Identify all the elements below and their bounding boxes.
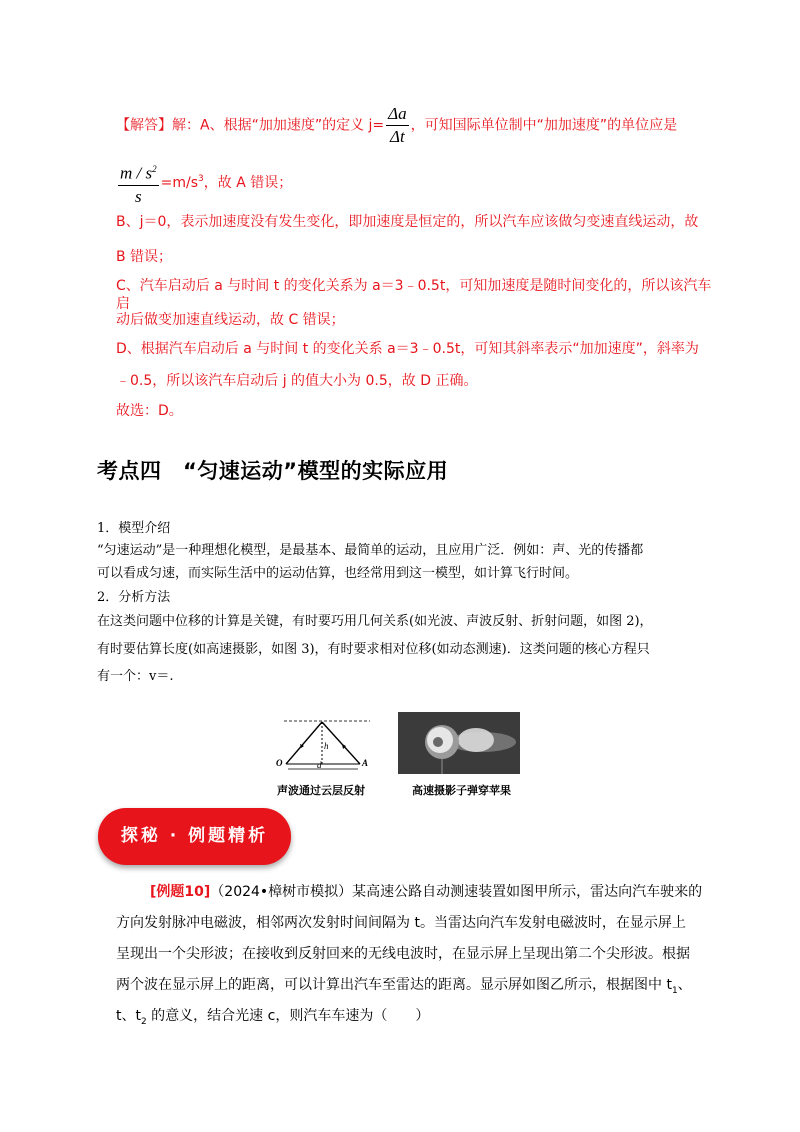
jerk-definition-fraction <box>386 103 408 148</box>
p2-heading: 2．分析方法 <box>97 590 171 605</box>
fig2-caption: 高速摄影子弹穿苹果 <box>412 784 511 797</box>
fig1-caption: 声波通过云层反射 <box>277 784 365 797</box>
debris-cloud <box>458 728 494 752</box>
example-line1-text: （2024•樟树市模拟）某高速公路自动测速装置如图甲所示，雷达向汽车驶来的 <box>210 884 703 900</box>
example-line-3: 呈现出一个尖形波；在接收到反射回来的无线电波时，在显示屏上呈现出第二个尖形波。根据 <box>116 946 690 962</box>
fraction-numerator: Δa <box>386 103 408 126</box>
bullet-apple-photo <box>398 712 520 774</box>
example-line5-sub: 2 <box>140 1016 147 1027</box>
label-h: h <box>324 741 329 751</box>
label-o: O <box>276 758 283 768</box>
unit-tail-sup: 3 <box>198 174 204 185</box>
incident-ray <box>286 722 322 764</box>
example-line4-end: 、 <box>677 977 692 993</box>
p1-line1: “匀速运动”是一种理想化模型，是最基本、最简单的运动，且应用广泛．例如：声、光的传播都 <box>97 543 644 558</box>
unit-denominator: s <box>135 186 142 206</box>
label-a: A <box>362 758 369 768</box>
unit-tail-end: ，故 A 错误； <box>203 174 293 191</box>
example-line4-sub: 1 <box>671 985 678 996</box>
p1-heading: 1．模型介绍 <box>97 521 171 536</box>
p2-line1: 在这类问题中位移的计算是关键，有时要巧用几何关系(如光波、声波反射、折射问题，如图 2)， <box>97 614 653 629</box>
example-line4-text: 两个波在显示屏上的距离，可以计算出汽车至雷达的距离。显示屏如图乙所示，根据图中 t <box>116 977 672 993</box>
answer-c-line1: C、汽车启动后 a 与时间 t 的变化关系为 a＝3﹣0.5t，可知加速度是随时间变化的，所以该汽车启 <box>116 278 712 312</box>
answer-choice: 故选：D。 <box>116 403 183 419</box>
example-line-5 <box>116 1001 716 1038</box>
example-line5-a: t、t <box>116 1008 141 1024</box>
p1-line2: 可以看成匀速，而实际生活中的运动估算，也经常用到这一模型，如计算飞行时间。 <box>97 566 579 581</box>
example-line5-b: 的意义，结合光速 c，则汽车车速为（ ） <box>146 1008 430 1024</box>
section-title: 考点四 “匀速运动”模型的实际应用 <box>97 459 449 483</box>
unit-fraction <box>118 158 159 208</box>
sound-reflection-diagram <box>276 712 376 774</box>
p2-line2: 有时要估算长度(如高速摄影，如图 3)，有时要求相对位移(如动态测速)．这类问题的核心方程只 <box>97 642 650 657</box>
example-line-2: 方向发射脉冲电磁波，相邻两次发射时间间隔为 t。当雷达向汽车发射电磁波时，在显示屏上 <box>116 915 686 931</box>
bullet-hole <box>433 737 443 747</box>
example-label: [例题10] <box>150 884 211 900</box>
example-banner: 探秘 · 例题精析 <box>98 808 291 865</box>
unit-tail: =m/s <box>160 174 199 191</box>
answer-tag: 【解答】 <box>116 117 172 134</box>
answer-line1-text: 解：A、根据“加加速度”的定义 j= <box>172 117 385 134</box>
unit-numerator: m / $s^2$ <box>118 158 159 186</box>
answer-b-line2: B 错误； <box>116 249 173 265</box>
answer-c-line2: 动后做变加速直线运动，故 C 错误； <box>116 312 345 328</box>
answer-b-line1: B、j＝0，表示加速度没有发生变化，即加速度是恒定的，所以汽车应该做匀变速直线运动，故 <box>116 214 699 230</box>
p2-line3: 有一个：v＝. <box>97 669 174 684</box>
answer-unit-line <box>116 158 716 208</box>
answer-d-line2: ﹣0.5，所以该汽车启动后 j 的值大小为 0.5，故 D 正确。 <box>116 373 478 389</box>
answer-d-line1: D、根据汽车启动后 a 与时间 t 的变化关系 a＝3﹣0.5t，可知其斜率表示“加加速度”，斜率为 <box>116 341 699 357</box>
answer-line-1 <box>116 103 716 148</box>
fraction-denominator: Δt <box>390 127 405 146</box>
example-line-1 <box>150 877 720 908</box>
answer-line1-tail: ，可知国际单位制中“加加速度”的单位应是 <box>410 117 678 134</box>
label-d: d <box>317 760 322 770</box>
